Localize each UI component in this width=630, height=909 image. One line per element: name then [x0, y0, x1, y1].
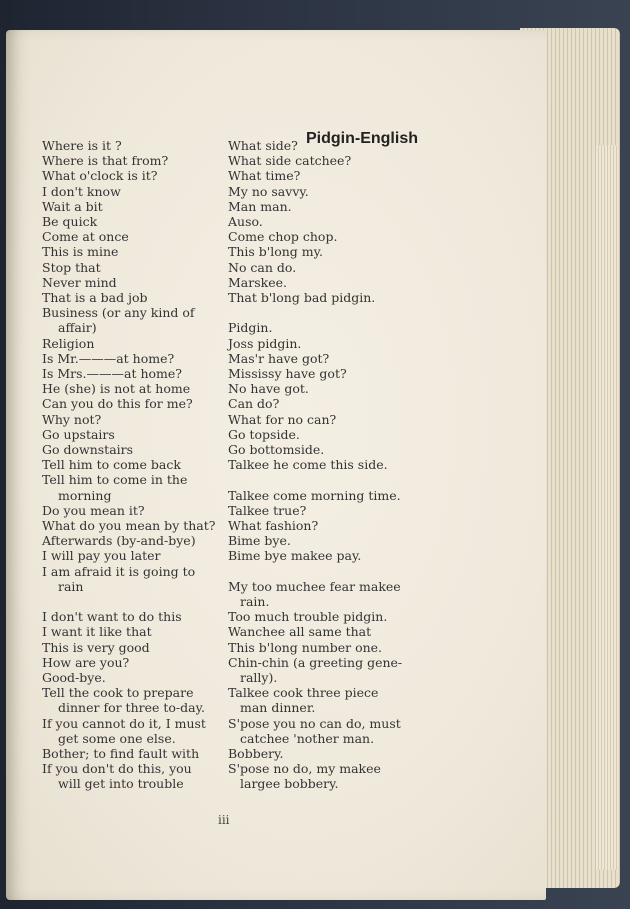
phrase-pidgin: Too much trouble pidgin. [228, 609, 388, 625]
phrase-english: will get into trouble [58, 776, 184, 792]
phrase-pidgin: This b'long my. [228, 244, 323, 260]
phrase-english: Never mind [42, 274, 117, 290]
phrase-english: What do you mean by that? [42, 518, 216, 533]
phrase-english: Come at once [42, 229, 129, 245]
phrase-pidgin: What for no can? [228, 411, 337, 427]
phrase-english: Tell him to come back [42, 457, 181, 473]
phrase-english: Religion [42, 335, 95, 351]
phrase-english: This is mine [42, 244, 119, 260]
phrase-english: Bother; to find fault with [42, 746, 200, 761]
phrase-english: Good-bye. [42, 670, 106, 685]
phrase-pidgin: Come chop chop. [228, 229, 338, 245]
phrase-english: This is very good [42, 639, 150, 655]
phrase-pidgin: Go bottomside. [228, 442, 325, 457]
phrase-pidgin: Wanchee all same that [228, 624, 372, 640]
phrase-english: I will pay you later [42, 548, 161, 564]
phrase-pidgin: This b'long number one. [228, 639, 383, 655]
phrase-english: Be quick [42, 214, 98, 229]
phrase-pidgin: Marskee. [228, 274, 287, 290]
phrase-english: Go upstairs [42, 426, 115, 442]
phrase-english: dinner for three to-day. [58, 700, 205, 716]
running-head: Pidgin-English [306, 130, 418, 147]
phrase-english: get some one else. [58, 730, 176, 746]
phrase-english: He (she) is not at home [42, 381, 191, 397]
phrase-pidgin: Chin-chin (a greeting gene- [228, 654, 403, 670]
phrase-english: Where is it ? [42, 138, 122, 153]
phrase-pidgin: No have got. [228, 381, 309, 397]
phrase-english: Wait a bit [42, 198, 103, 214]
phrase-english: Business (or any kind of [42, 305, 195, 321]
phrase-pidgin: My too muchee fear makee [228, 578, 401, 594]
phrase-english: If you don't do this, you [42, 761, 192, 777]
phrase-english: If you cannot do it, I must [42, 715, 206, 731]
phrase-english: morning [58, 487, 112, 503]
phrase-english: Go downstairs [42, 442, 134, 457]
phrase-english: Why not? [42, 411, 102, 427]
phrase-english: Afterwards (by-and-bye) [42, 533, 196, 549]
phrase-pidgin: S'pose no do, my makee [228, 761, 381, 777]
phrase-pidgin: Auso. [228, 214, 263, 229]
phrase-pidgin: rally). [240, 670, 278, 685]
phrase-english: That is a bad job [42, 290, 148, 305]
phrase-pidgin: Bobbery. [228, 746, 284, 761]
phrase-english: What o'clock is it? [42, 168, 158, 184]
phrase-english: Can you do this for me? [42, 396, 193, 412]
phrase-pidgin: S'pose you no can do, must [228, 715, 401, 731]
phrase-pidgin: Talkee he come this side. [228, 457, 388, 473]
phrase-pidgin: Go topside. [228, 426, 300, 442]
phrase-english: rain [58, 578, 84, 594]
phrase-english: Tell the cook to prepare [42, 685, 194, 701]
phrase-pidgin: man dinner. [240, 700, 316, 716]
phrase-pidgin: catchee 'nother man. [240, 730, 375, 746]
phrase-pidgin: Talkee cook three piece [228, 685, 379, 701]
phrase-pidgin: No can do. [228, 259, 297, 275]
phrase-pidgin: Mississy have got? [228, 366, 347, 381]
phrase-pidgin: Mas'r have got? [228, 350, 330, 366]
phrase-pidgin: Can do? [228, 396, 280, 412]
phrase-pidgin: Man man. [228, 198, 292, 214]
phrase-english: Tell him to come in the [42, 472, 188, 488]
page-number: iii [218, 813, 230, 827]
phrase-english: Is Mrs.———at home? [42, 366, 182, 381]
book-page [6, 30, 546, 900]
phrase-english: Where is that from? [42, 153, 169, 169]
phrase-pidgin: largee bobbery. [240, 776, 339, 792]
phrase-english: I don't know [42, 183, 121, 199]
phrase-english: affair) [58, 320, 97, 336]
phrase-english: Do you mean it? [42, 502, 145, 518]
phrase-english: Is Mr.———at home? [42, 350, 175, 366]
page-edges-tab [596, 145, 618, 870]
phrase-pidgin: My no savvy. [228, 183, 309, 199]
phrase-english: I am afraid it is going to [42, 563, 196, 579]
phrase-english: I don't want to do this [42, 609, 182, 625]
phrase-pidgin: What side? [228, 138, 298, 153]
phrase-pidgin: Pidgin. [228, 320, 273, 336]
phrase-english: How are you? [42, 654, 130, 670]
phrase-english: I want it like that [42, 624, 152, 640]
phrase-pidgin: Bime bye. [228, 533, 291, 549]
phrase-pidgin: What side catchee? [228, 153, 352, 169]
phrase-pidgin: Joss pidgin. [228, 335, 302, 351]
phrase-pidgin: rain. [240, 594, 270, 609]
phrase-pidgin: What time? [228, 168, 301, 184]
phrase-pidgin: Talkee true? [228, 502, 307, 518]
phrase-english: Stop that [42, 259, 101, 275]
phrase-pidgin: Bime bye makee pay. [228, 548, 362, 564]
phrase-pidgin: What fashion? [228, 518, 319, 533]
phrase-pidgin: Talkee come morning time. [228, 487, 401, 503]
phrase-pidgin: That b'long bad pidgin. [228, 290, 376, 305]
